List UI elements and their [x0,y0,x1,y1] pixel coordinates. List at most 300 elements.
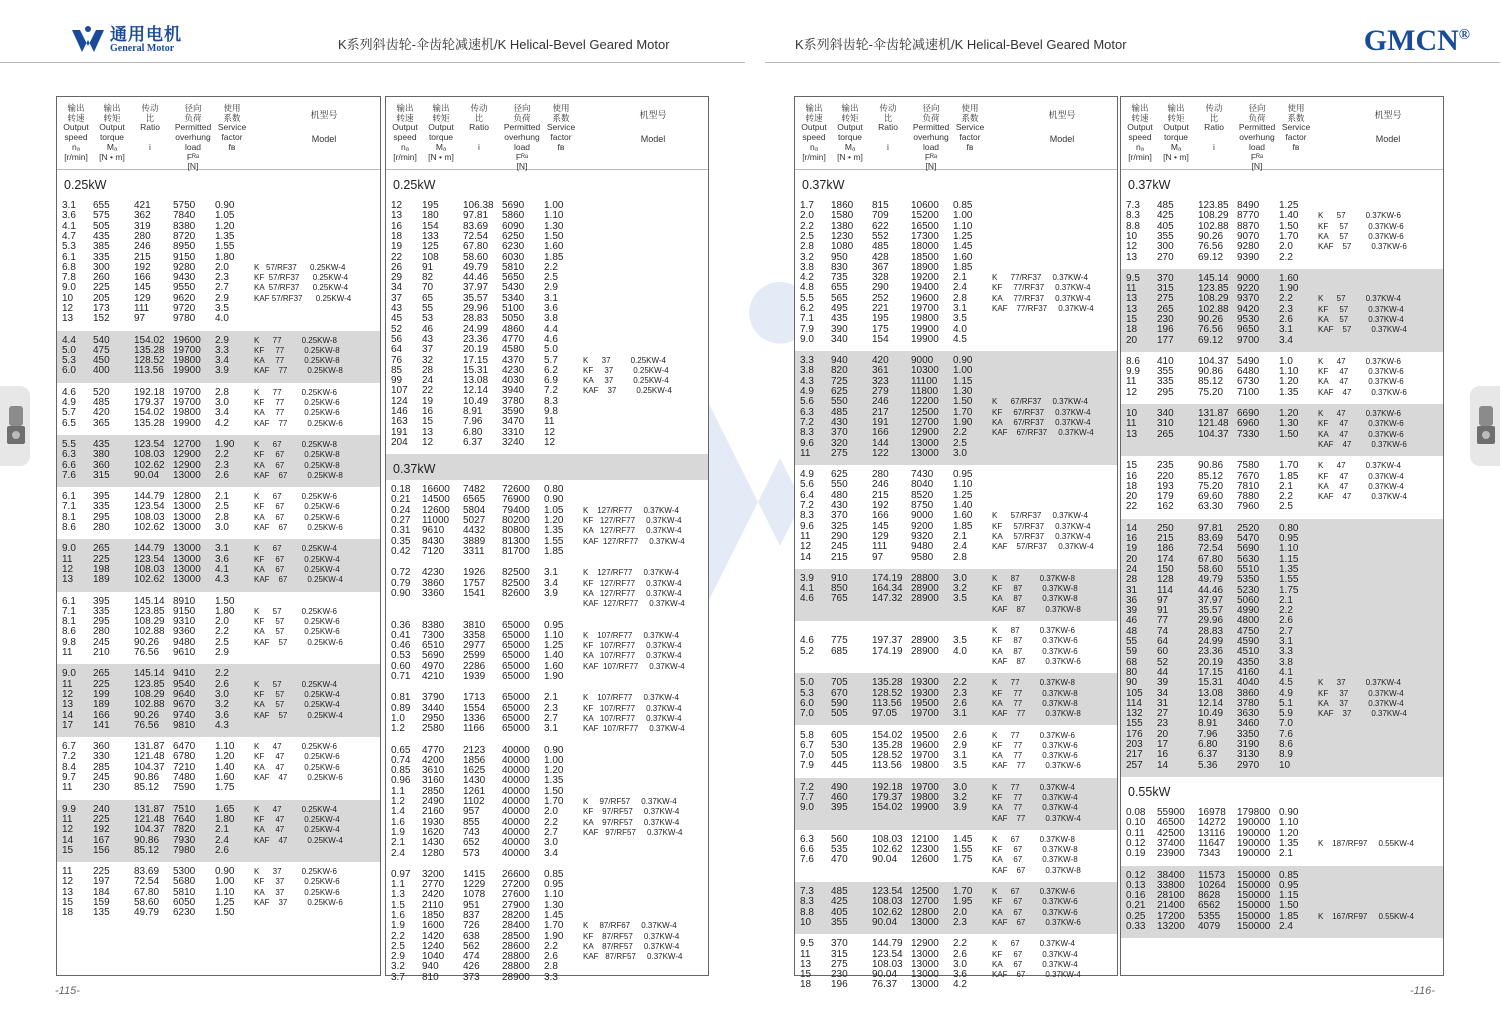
table-cell-speed: 8.3 [800,427,814,439]
table-cell-torque: 1380 [831,220,854,232]
table-cell-load: 9310 [173,616,196,628]
table-cell-torque: 265 [1157,428,1174,440]
table-cell-speed: 4.4 [62,334,76,346]
table-cell-speed: 4.6 [800,635,814,647]
table-cell-ratio: 37.97 [463,282,489,294]
table-cell-ratio: 164.34 [872,583,903,595]
table-cell-torque: 1860 [831,200,854,211]
table-cell-sf: 3.5 [215,303,229,314]
table-cell-sf: 3.4 [215,355,229,367]
table-cell-load: 9640 [173,688,196,700]
table-cell-sf: 1.50 [953,396,973,408]
table-cell-speed: 10 [1126,230,1138,242]
table-cell-torque: 173 [93,303,110,314]
table-cell-ratio: 76.56 [134,647,160,659]
table-cell-model: KAF 87 0.37KW-6 [992,656,1081,666]
table-row-group [1121,866,1443,939]
table-row-group [57,800,380,863]
table-cell-torque: 4770 [422,744,445,756]
table-cell-sf: 2.0 [215,261,229,273]
table-cell-ratio: 108.03 [872,833,903,845]
table-cell-speed: 14 [62,709,74,721]
table-cell-speed: 6.4 [800,489,814,501]
table-cell-load: 6470 [173,741,196,753]
table-cell-torque: 820 [831,365,848,377]
table-cell-sf: 12 [544,426,556,438]
table-cell-sf: 4.6 [544,333,558,345]
table-cell-torque: 480 [831,489,848,501]
table-cell-speed: 7.1 [62,605,76,617]
table-cell-sf: 8.3 [544,395,558,407]
table-cell-load: 6030 [502,251,525,263]
column-header-speed: 输出 转速 Output speed nₐ [r/min] [63,103,89,162]
table-cell-model: KF 67 0.25KW-4 [254,554,340,564]
table-cell-speed: 16 [1126,470,1138,482]
table-cell-torque: 460 [831,791,848,803]
table-cell-sf: 3.9 [215,365,229,377]
table-cell-ratio: 72.54 [1198,543,1224,555]
table-cell-model: K 67/RF37 0.37KW-4 [992,397,1088,407]
table-cell-sf: 0.80 [1279,522,1299,534]
table-cell-torque: 1600 [422,920,445,932]
table-row-group [795,569,1117,621]
table-cell-load: 9780 [173,313,196,325]
table-cell-load: 2970 [1237,759,1260,771]
table-cell-sf: 2.8 [544,961,558,973]
table-cell-sf: 2.8 [953,551,967,563]
table-cell-torque: 13 [422,426,434,438]
table-cell-speed: 7.0 [800,708,814,720]
table-cell-ratio: 361 [872,365,889,377]
table-cell-speed: 20 [1126,491,1138,503]
table-cell-speed: 8.6 [62,626,76,638]
table-cell-torque: 23 [1157,718,1169,730]
table-cell-ratio: 815 [872,200,889,211]
table-cell-sf: 0.95 [1279,879,1299,891]
table-cell-speed: 163 [391,416,408,428]
table-row-group [57,487,380,539]
table-cell-ratio: 420 [872,355,889,367]
table-row-group [386,563,708,615]
table-cell-torque: 1850 [422,909,445,921]
table-cell-torque: 42500 [1157,827,1185,839]
table-cell-load: 7100 [1237,386,1260,398]
table-cell-ratio: 123.85 [1198,200,1229,211]
power-rating-title: 0.37kW [393,462,436,477]
table-cell-load: 19300 [911,677,939,689]
side-tab-right [1470,386,1500,466]
table-cell-load: 9740 [173,709,196,721]
table-cell-speed: 4.8 [800,282,814,294]
table-cell-load: 7840 [173,210,196,222]
table-cell-torque: 485 [831,406,848,418]
table-cell-sf: 1.20 [1279,827,1299,839]
table-cell-load: 72600 [502,484,530,496]
table-cell-torque: 1430 [422,837,445,849]
table-cell-load: 179800 [1237,807,1271,818]
table-cell-sf: 3.0 [544,837,558,849]
table-cell-ratio: 485 [872,241,889,253]
table-cell-torque: 340 [831,333,848,345]
table-cell-model: KF 77/RF37 0.37KW-4 [992,283,1091,293]
table-cell-model: K 67 0.25KW-4 [254,544,337,554]
table-cell-load: 4040 [1237,677,1260,689]
table-cell-speed: 8.6 [62,522,76,534]
table-row-group [795,882,1117,934]
table-cell-torque: 196 [831,979,848,991]
table-cell-ratio: 6562 [1198,900,1221,912]
table-cell-ratio: 111 [872,541,888,553]
table-cell-ratio: 638 [463,930,480,942]
table-row-group [386,865,708,989]
table-cell-speed: 0.27 [391,515,411,527]
table-cell-load: 9530 [1237,313,1260,325]
table-cell-speed: 0.35 [391,535,411,547]
table-cell-torque: 6510 [422,640,445,652]
table-cell-load: 13000 [173,553,201,565]
table-cell-torque: 370 [831,510,848,522]
table-cell-speed: 9.0 [62,543,76,555]
table-cell-speed: 15 [1126,460,1138,472]
table-cell-torque: 360 [93,741,110,753]
table-cell-ratio: 1757 [463,577,486,589]
table-cell-ratio: 215 [134,251,151,263]
table-cell-sf: 0.90 [544,494,564,506]
table-cell-load: 40000 [502,806,530,818]
table-cell-sf: 1.90 [953,416,973,428]
gear-motor-icon [1475,404,1497,448]
table-cell-sf: 4.3 [215,719,229,731]
table-cell-sf: 2.7 [1279,625,1293,637]
table-cell-torque: 2850 [422,785,445,797]
table-cell-ratio: 5355 [1198,910,1221,922]
table-cell-torque: 490 [831,781,848,793]
table-cell-model: KA 97/RF57 0.37KW-4 [583,817,680,827]
table-cell-speed: 85 [391,364,403,376]
table-cell-load: 9670 [173,699,196,711]
table-cell-torque: 2420 [422,889,445,901]
table-cell-torque: 260 [93,272,110,284]
table-cell-ratio: 7343 [1198,848,1221,860]
table-cell-speed: 6.3 [62,449,76,461]
table-cell-ratio: 837 [463,909,480,921]
table-cell-model: KA 37 0.25KW-4 [583,376,669,386]
table-cell-torque: 193 [1157,480,1174,492]
table-cell-ratio: 44.46 [1198,584,1224,596]
page-number-left: -115- [55,985,80,997]
table-cell-load: 8770 [1237,210,1260,222]
table-cell-torque: 295 [93,511,110,523]
table-cell-model: K 77/RF37 0.37KW-4 [992,273,1088,283]
table-cell-speed: 176 [1126,728,1143,740]
table-cell-load: 9000 [1237,272,1260,284]
table-cell-ratio: 72.54 [134,876,160,888]
table-cell-speed: 24 [1126,563,1138,575]
column-header-sf: 使用 系数 Service factor fʙ [955,103,985,152]
table-cell-ratio: 67.80 [134,886,160,898]
table-cell-load: 4750 [1237,625,1260,637]
table-cell-sf: 1.60 [215,772,235,784]
table-cell-speed: 0.60 [391,660,411,672]
table-cell-torque: 230 [93,782,110,794]
table-cell-model: K 107/RF77 0.37KW-4 [583,693,679,703]
table-cell-torque: 940 [422,961,439,973]
table-cell-sf: 1.25 [953,489,973,501]
table-cell-speed: 9.0 [62,282,76,294]
table-cell-model: K 57/RF37 0.25KW-4 [254,262,346,272]
table-cell-ratio: 67.80 [1198,553,1224,565]
table-cell-torque: 43 [422,333,434,345]
table-cell-torque: 179 [1157,491,1174,503]
table-cell-load: 12700 [173,439,201,450]
table-cell-sf: 3.1 [544,567,558,579]
table-cell-ratio: 123.85 [1198,283,1229,295]
table-cell-load: 19600 [911,292,939,304]
table-cell-model: KA 67/RF37 0.37KW-4 [992,417,1091,427]
table-cell-torque: 159 [93,897,110,909]
table-cell-load: 7980 [173,844,196,856]
table-cell-torque: 3200 [422,868,445,880]
table-cell-speed: 3.3 [800,355,814,367]
table-cell-torque: 3790 [422,692,445,704]
table-cell-sf: 2.1 [1279,848,1293,860]
table-row-group [795,621,1117,673]
table-cell-load: 65000 [502,640,530,652]
table-cell-speed: 9.6 [800,437,814,449]
table-cell-speed: 55 [1126,636,1138,648]
table-cell-load: 40000 [502,796,530,807]
table-cell-sf: 1.10 [1279,543,1299,555]
table-cell-speed: 5.0 [62,344,76,356]
table-cell-sf: 1.70 [544,920,564,932]
table-cell-sf: 1.60 [953,510,973,522]
power-rating-title: 0.25kW [393,178,436,192]
table-cell-load: 9540 [173,678,196,690]
table-cell-torque: 355 [831,916,848,928]
table-cell-load: 28900 [502,971,530,983]
table-cell-sf: 1.75 [953,854,973,866]
table-cell-speed: 14 [1126,522,1138,534]
table-cell-speed: 13 [1126,428,1138,440]
table-cell-load: 13000 [911,969,939,981]
table-cell-speed: 18 [391,230,403,242]
table-cell-sf: 0.90 [215,200,235,211]
table-cell-model: KF 67 0.25KW-6 [254,502,340,512]
table-cell-ratio: 426 [463,961,480,973]
table-cell-ratio: 122 [872,447,889,459]
table-cell-ratio: 154.02 [134,407,165,419]
table-cell-speed: 20 [1126,553,1138,565]
table-cell-sf: 1.40 [1279,210,1299,222]
table-cell-torque: 435 [93,230,110,242]
table-cell-load: 150000 [1237,900,1271,912]
table-cell-torque: 91 [422,261,434,273]
table-cell-speed: 9.0 [800,333,814,345]
table-cell-ratio: 1713 [463,692,486,704]
table-cell-load: 5300 [173,866,196,878]
table-cell-sf: 3.8 [544,313,558,325]
table-cell-ratio: 123.54 [134,553,165,565]
table-cell-sf: 2.2 [953,427,967,439]
table-cell-ratio: 121.48 [1198,418,1229,430]
table-cell-speed: 13 [1126,303,1138,315]
table-cell-sf: 1.90 [215,439,235,450]
table-cell-load: 9000 [911,510,934,522]
table-cell-ratio: 131.87 [134,741,165,753]
table-cell-load: 5630 [1237,553,1260,565]
table-cell-torque: 21400 [1157,900,1185,912]
table-cell-load: 8380 [173,220,196,232]
table-cell-torque: 16600 [422,484,450,496]
table-cell-sf: 2.7 [544,712,558,724]
table-cell-speed: 12 [800,541,812,553]
table-cell-torque: 270 [1157,251,1174,263]
table-cell-load: 82500 [502,577,530,589]
table-cell-sf: 6.9 [544,375,558,387]
table-cell-ratio: 15.31 [1198,677,1224,689]
table-cell-load: 18900 [911,261,939,273]
table-cell-sf: 2.0 [215,616,229,628]
table-cell-load: 9150 [173,251,196,263]
table-cell-speed: 4.1 [800,583,814,595]
table-cell-sf: 1.25 [215,897,235,909]
table-cell-sf: 1.50 [544,230,564,242]
table-cell-speed: 4.9 [800,469,814,481]
table-cell-speed: 6.8 [62,261,76,273]
table-cell-model: K 37 0.37KW-4 [1318,678,1401,688]
table-cell-ratio: 11647 [1198,837,1226,849]
table-cell-ratio: 129 [134,292,151,304]
table-cell-ratio: 13.08 [1198,687,1224,699]
table-cell-speed: 45 [391,313,403,325]
power-rating-title: 0.37kW [802,178,845,192]
spec-table-panel-3 [794,96,1118,991]
table-cell-torque: 950 [831,251,848,263]
table-cell-torque: 31 [1157,697,1169,709]
table-cell-speed: 1.5 [391,899,405,911]
table-cell-model: KAF 77/RF37 0.37KW-4 [992,304,1094,313]
table-cell-model: KF 37 0.25KW-6 [254,877,340,887]
table-cell-sf: 2.3 [215,459,229,471]
table-cell-load: 65000 [502,723,530,735]
table-cell-model: KAF 47 0.25KW-6 [254,773,343,783]
table-cell-speed: 4.6 [62,386,76,398]
table-cell-torque: 940 [831,355,848,367]
table-cell-speed: 0.42 [391,545,411,557]
table-cell-speed: 4.7 [62,230,76,242]
gear-motor-icon [5,404,27,448]
table-cell-speed: 6.7 [800,739,814,751]
table-cell-load: 5060 [1237,594,1260,606]
table-cell-speed: 13 [62,886,74,898]
table-cell-torque: 195 [422,200,439,211]
table-cell-sf: 1.20 [215,751,235,763]
table-cell-load: 65000 [502,692,530,704]
table-cell-model: K 57 0.25KW-6 [254,606,337,616]
table-cell-sf: 2.2 [544,261,558,273]
table-cell-ratio: 154.02 [134,334,165,346]
table-cell-load: 19500 [911,729,939,741]
page-header [0,0,1500,62]
table-cell-model: KF 67 0.25KW-8 [254,450,340,460]
table-cell-sf: 7.6 [1279,728,1293,740]
table-cell-speed: 191 [391,426,408,438]
table-cell-model: KA 87 0.37KW-6 [992,646,1078,656]
table-cell-load: 13000 [911,958,939,970]
table-cell-model: KA 57/RF37 0.37KW-4 [992,531,1091,541]
table-cell-sf: 1.10 [215,886,235,898]
table-cell-load: 12500 [911,886,939,898]
column-header-load: 径向 负荷 Permitted overhung load Fᴿᵃ [N] [503,103,541,172]
table-cell-speed: 5.7 [62,407,76,419]
table-cell-speed: 0.41 [391,629,411,641]
table-cell-load: 150000 [1237,921,1271,932]
table-cell-sf: 2.1 [215,824,229,836]
table-cell-ratio: 90.26 [134,709,160,721]
table-cell-ratio: 2599 [463,650,486,662]
table-cell-load: 11800 [911,386,939,398]
table-cell-ratio: 4432 [463,525,486,537]
table-cell-speed: 13 [62,313,74,325]
table-cell-load: 10300 [911,365,939,377]
table-cell-load: 4230 [502,364,525,376]
table-cell-sf: 1.30 [1279,418,1299,430]
table-cell-torque: 320 [831,437,848,449]
table-cell-sf: 3.3 [215,344,229,356]
table-cell-torque: 435 [831,313,848,325]
table-cell-load: 3780 [1237,697,1260,709]
table-cell-load: 8520 [911,489,934,501]
table-cell-load: 7810 [1237,480,1260,492]
table-cell-speed: 10 [62,292,74,304]
table-cell-load: 19300 [911,687,939,699]
table-cell-torque: 590 [831,697,848,709]
table-cell-model: KAF 37 0.37KW-4 [1318,709,1407,719]
table-cell-sf: 2.4 [953,282,967,294]
table-cell-load: 7330 [1237,428,1260,440]
column-header-ratio: 传动 比 Ratio i [140,103,160,152]
table-cell-speed: 6.2 [800,303,814,314]
table-cell-speed: 5.3 [800,687,814,699]
table-cell-sf: 1.75 [1279,584,1299,596]
table-cell-load: 40000 [502,754,530,766]
table-cell-model: KF 57 0.37KW-6 [1318,221,1404,231]
table-cell-ratio: 85.12 [1198,376,1224,388]
table-cell-torque: 37400 [1157,837,1185,849]
table-cell-load: 4370 [502,354,525,366]
table-cell-speed: 18 [800,979,812,991]
table-cell-load: 7670 [1237,470,1260,482]
table-cell-speed: 8.4 [62,761,76,773]
table-cell-model: KAF 127/RF77 0.37KW-4 [583,599,685,609]
table-cell-sf: 2.1 [1279,594,1293,606]
table-cell-ratio: 2977 [463,640,486,652]
table-cell-speed: 0.74 [391,754,411,766]
table-cell-torque: 235 [1157,460,1174,472]
power-rating-title: 0.25kW [64,178,107,192]
column-header-sf: 使用 系数 Service factor fʙ [217,103,247,152]
table-cell-ratio: 121.48 [134,751,165,763]
table-row-group [795,673,1117,725]
table-cell-ratio: 76.37 [872,979,898,991]
table-cell-load: 80200 [502,515,530,527]
table-cell-ratio: 49.79 [134,907,160,919]
column-header-ratio: 传动 比 Ratio i [1204,103,1224,152]
table-cell-sf: 0.90 [1279,807,1299,818]
table-cell-sf: 4.1 [215,563,229,575]
column-header-speed: 输出 转速 Output speed nₐ [r/min] [801,103,827,162]
table-cell-sf: 1.55 [953,844,973,856]
